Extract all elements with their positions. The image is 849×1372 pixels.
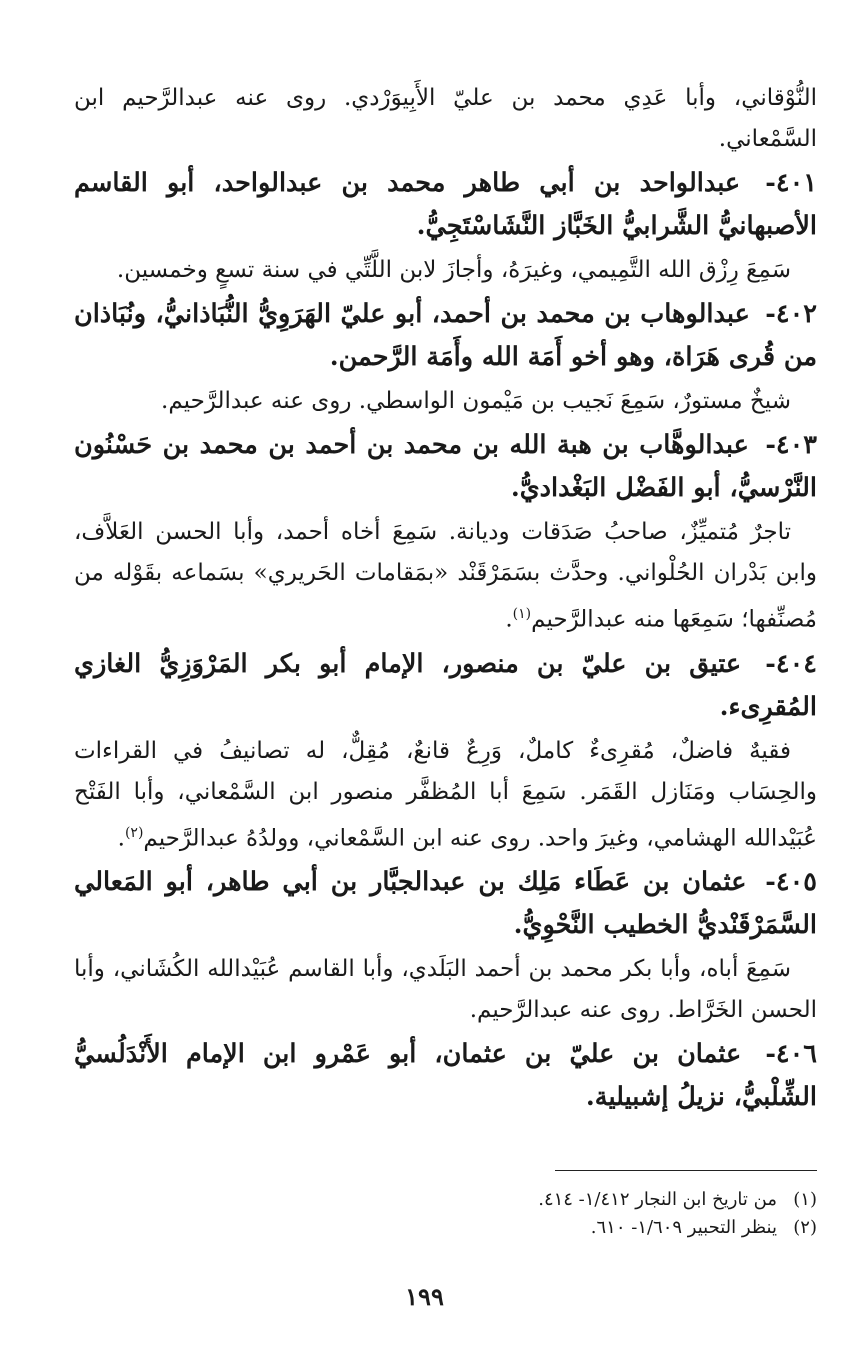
entry-404-heading: [74, 643, 817, 729]
footnote-mark: (٢): [793, 1217, 817, 1238]
entry-body-end: .: [505, 606, 513, 633]
entry-404-body: [74, 731, 817, 860]
entry-402-heading: [74, 293, 817, 379]
entry-title: عبدالوهاب بن محمد بن أحمد، أبو عليّ الهَرَوِيُّ النُّبَاذانيُّ، ونُبَاذان من قُرى هَرَاة، وهو أخو أَمَة الله وأَمَة الرَّحمن.: [74, 299, 817, 372]
entry-401-body: سَمِعَ رِزْق الله التَّمِيمي، وغيرَهُ، وأجازَ لابن اللَّتِّي في سنة تسعٍ وخمسين.: [116, 257, 791, 283]
entry-403-body: [74, 512, 817, 641]
page-number: ١٩٩: [405, 1282, 444, 1311]
entry-title: عبدالواحد بن أبي طاهر محمد بن عبدالواحد، أبو القاسم الأصبهانيُّ الشَّرابيُّ الخَبَّاز النَّشَاسْتَجِيُّ.: [74, 168, 817, 241]
entry-body-text: فقيهٌ فاضلٌ، مُقرِىءٌ كاملٌ، وَرِعٌ قانعٌ، مُقِلٌّ، له تصانيفُ في القراءات والحِسَاب ومَنَازل القَمَر. سَمِعَ أبا المُظفَّر منصور ابن السَّمْعاني، وأبا الفَتْح عُبَيْدالله الهشامي، وغيرَ واحد. روى عنه ابن السَّمْعاني، وولدُهُ عبدالرَّحيم: [74, 737, 817, 852]
footnote-ref-1[interactable]: (١): [512, 606, 532, 622]
footnote-mark: (١): [793, 1189, 817, 1210]
entry-title: عتيق بن عليّ بن منصور، الإمام أبو بكر المَرْوَزِيُّ الغازي المُقرِىء.: [74, 648, 817, 722]
entry-number: ٤٠٦-: [765, 1039, 817, 1070]
footnote-text: ينظر التحبير ١/٦٠٩- ٦١٠.: [590, 1217, 777, 1238]
footnotes: [74, 1186, 817, 1242]
entry-title: عبدالوهَّاب بن هبة الله بن محمد بن أحمد بن محمد بن حَسْنُون النَّرْسيُّ، أبو الفَضْل البَغْداديُّ.: [74, 430, 817, 503]
footnote-ref-2[interactable]: (٢): [124, 824, 144, 841]
continuation-text: النُّوْقاني، وأبا عَدِي محمد بن عليّ الأَبِيوَرْدي. روى عنه عبدالرَّحيم ابن السَّمْعاني.: [74, 85, 817, 152]
footnote-2: [74, 1214, 817, 1242]
entry-403-heading: [74, 424, 817, 510]
footnote-divider: [555, 1170, 817, 1171]
entry-number: ٤٠١-: [765, 168, 817, 198]
entry-number: ٤٠٤-: [765, 648, 817, 679]
entry-405-heading: [74, 861, 817, 947]
entry-title: عثمان بن عَطَاء مَلِك بن عبدالجبَّار بن أبي طاهر، أبو المَعالي السَّمَرْقَنْديُّ الخطيب النَّحْوِيُّ.: [74, 867, 817, 941]
entry-402-body: شيخٌ مستورٌ، سَمِعَ نَجيب بن مَيْمون الواسطي. روى عنه عبدالرَّحيم.: [161, 388, 791, 414]
entry-number: ٤٠٥-: [765, 867, 817, 898]
entry-body-text: تاجرٌ مُتميِّزٌ، صاحبُ صَدَقات وديانة. سَمِعَ أخاه أحمد، وأبا الحسن العَلاَّف، وابن بَدْران الحُلْواني. وحدَّث بسَمَرْقَنْد «بمَقامات الحَريري» بسَماعه بقَوْله من مُصنِّفها؛ سَمِعَها منه عبدالرَّحيم: [74, 519, 817, 633]
entry-405-body: سَمِعَ أباه، وأبا بكر محمد بن أحمد البَلَدي، وأبا القاسم عُبَيْدالله الكُشَاني، وأبا الحسن الخَرَّاط. روى عنه عبدالرَّحيم.: [74, 956, 817, 1024]
entry-401-heading: [74, 162, 817, 248]
entry-number: ٤٠٢-: [765, 299, 817, 329]
footnote-1: [74, 1186, 817, 1214]
entry-title: عثمان بن عليّ بن عثمان، أبو عَمْرو ابن الإمام الأَنْدَلُسيُّ الشِّلْبيُّ، نزيلُ إشبيلية.: [74, 1039, 817, 1113]
entry-number: ٤٠٣-: [765, 430, 817, 460]
entry-body-end: .: [117, 825, 125, 852]
entry-406-heading: [74, 1033, 817, 1119]
footnote-text: من تاريخ ابن النجار ١/٤١٢- ٤١٤.: [538, 1189, 777, 1210]
